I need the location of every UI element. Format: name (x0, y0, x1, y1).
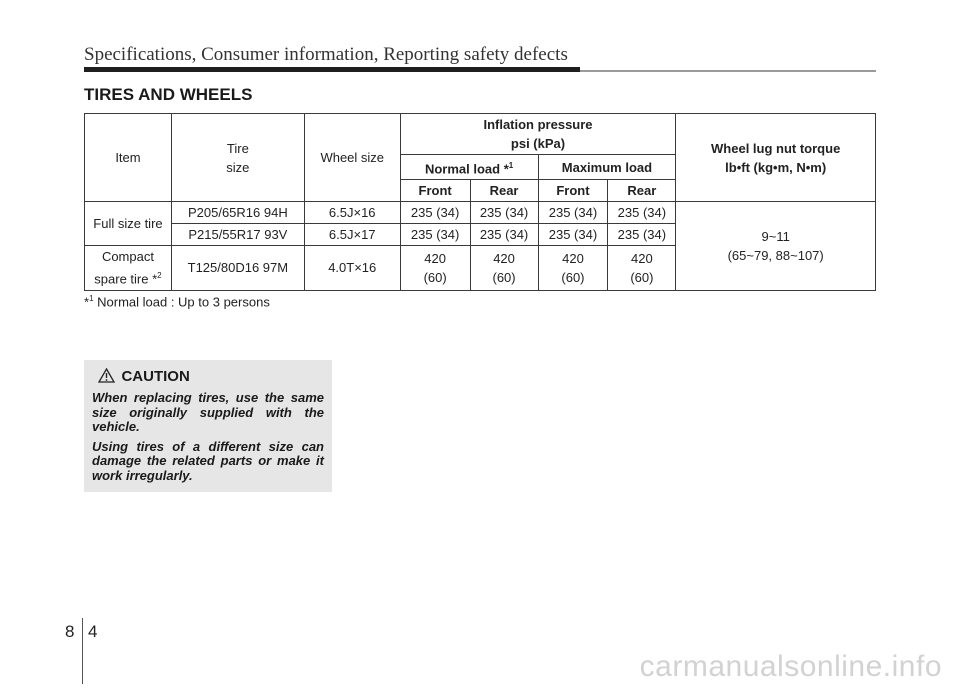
warning-triangle-icon (98, 368, 119, 385)
header-normal-rear: Rear (470, 180, 538, 202)
wheel-size-cell: 4.0T×16 (304, 246, 400, 290)
normal-front-cell: 420 (60) (400, 246, 470, 290)
normal-rear-cell: 235 (34) (470, 224, 538, 246)
header-normal-load: Normal load *$^1$ (400, 155, 538, 180)
max-front-cell: 235 (34) (538, 202, 608, 224)
caution-heading (98, 368, 190, 386)
page-number: 4 (88, 622, 98, 641)
page-divider (82, 618, 83, 684)
table-row (85, 202, 876, 224)
max-rear-cell: 235 (34) (608, 202, 676, 224)
footnote: *$^1$ Normal load : Up to 3 persons (84, 294, 270, 310)
header-normal-front: Front (400, 180, 470, 202)
tire-size-cell: P205/65R16 94H (171, 202, 304, 224)
wheel-size-cell: 6.5J×17 (304, 224, 400, 246)
normal-rear-cell: 235 (34) (470, 202, 538, 224)
normal-front-cell: 235 (34) (400, 202, 470, 224)
wheel-size-cell: 6.5J×16 (304, 202, 400, 224)
spare-tire-label: Compact spare tire *$^2$ (85, 246, 172, 290)
watermark: carmanualsonline.info (639, 650, 942, 683)
tire-size-cell: T125/80D16 97M (171, 246, 304, 290)
caution-box (84, 360, 332, 492)
max-front-cell: 420 (60) (538, 246, 608, 290)
header-title: Specifications, Consumer information, Reporting safety defects (84, 44, 568, 65)
header-wheel-size: Wheel size (304, 114, 400, 202)
header-inflation-pressure: Inflation pressure psi (kPa) (400, 114, 676, 155)
max-front-cell: 235 (34) (538, 224, 608, 246)
header-max-front: Front (538, 180, 608, 202)
caution-paragraph: When replacing tires, use the same size originally supplied with the vehicle. (92, 390, 324, 434)
caution-body (92, 391, 324, 488)
header-max-rear: Rear (608, 180, 676, 202)
tire-size-cell: P215/55R17 93V (171, 224, 304, 246)
normal-rear-cell: 420 (60) (470, 246, 538, 290)
normal-front-cell: 235 (34) (400, 224, 470, 246)
chapter-number: 8 (65, 622, 75, 641)
tires-wheels-table (84, 113, 876, 291)
caution-title: CAUTION (121, 368, 190, 385)
header-item: Item (85, 114, 172, 202)
section-title: TIRES AND WHEELS (84, 85, 253, 104)
header-maximum-load: Maximum load (538, 155, 676, 180)
torque-value-cell: 9~11 (65~79, 88~107) (676, 202, 876, 290)
header-rule-accent (84, 67, 580, 72)
full-size-tire-label: Full size tire (85, 202, 172, 246)
caution-paragraph: Using tires of a different size can damage the related parts or make it work irregularly. (92, 438, 324, 483)
header-tire-size: Tire size (171, 114, 304, 202)
header-wheel-lug-nut-torque: Wheel lug nut torque lb•ft (kg•m, N•m) (676, 114, 876, 202)
max-rear-cell: 420 (60) (608, 246, 676, 290)
max-rear-cell: 235 (34) (608, 224, 676, 246)
